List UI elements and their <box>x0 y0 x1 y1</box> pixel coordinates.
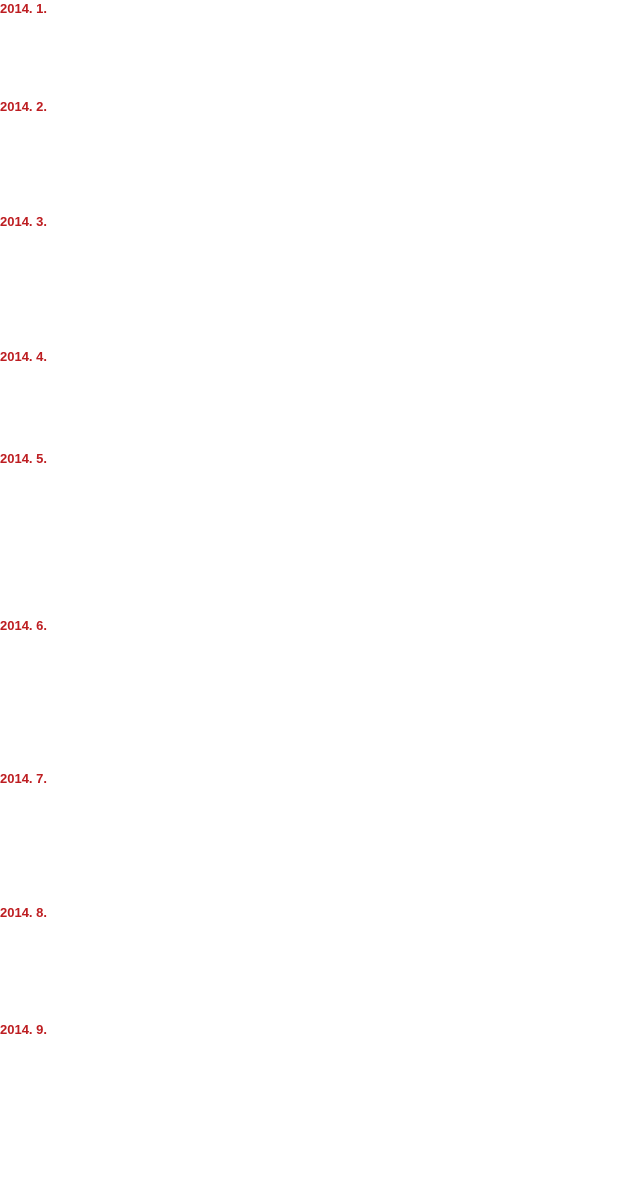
month-section <box>0 770 630 895</box>
month-section <box>0 1021 630 1146</box>
month-date-heading: 2014. 8. <box>0 905 47 920</box>
month-date-heading: 2014. 6. <box>0 618 47 633</box>
month-section <box>0 450 630 608</box>
month-date-heading: 2014. 2. <box>0 99 47 114</box>
month-date-heading: 2014. 4. <box>0 349 47 364</box>
month-date-heading: 2014. 1. <box>0 1 47 16</box>
month-date-heading: 2014. 7. <box>0 771 47 786</box>
month-section <box>0 348 630 440</box>
month-date-heading: 2014. 3. <box>0 214 47 229</box>
month-section <box>0 213 630 338</box>
month-date-heading: 2014. 9. <box>0 1022 47 1037</box>
month-section <box>0 0 630 92</box>
month-section <box>0 617 630 759</box>
month-section <box>0 98 630 207</box>
month-date-heading: 2014. 5. <box>0 451 47 466</box>
